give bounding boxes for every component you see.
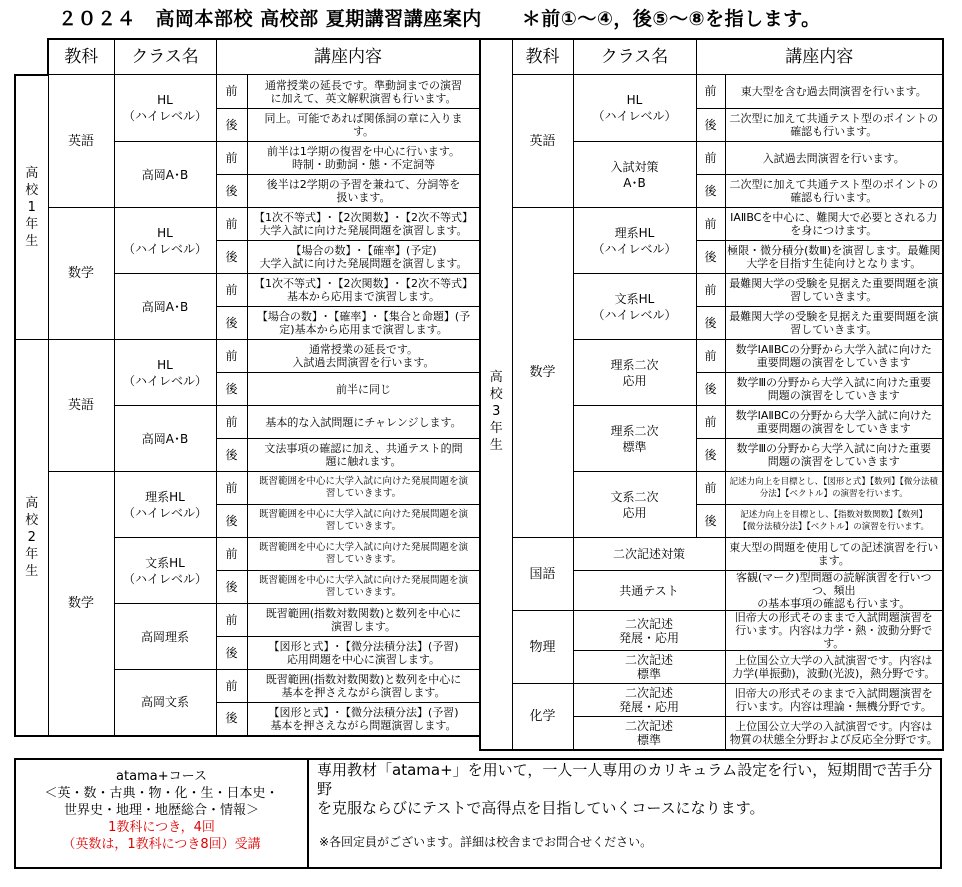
term-ato: 後 (216, 571, 247, 604)
term-mae: 前 (696, 406, 725, 439)
class-name: 高岡理系 (114, 604, 216, 670)
course-desc: 既習範囲を中心に大学入試に向けた発展問題を演 習していきます。 (247, 571, 480, 604)
course-desc: 【1次不等式】･【2次関数】･【2次不等式】 大学入試に向けた発展問題を演習します。 (247, 208, 480, 241)
term-ato: 後 (696, 241, 725, 274)
class-name: 二次記述対策 (573, 538, 725, 571)
term-ato: 後 (696, 505, 725, 538)
term-ato: 後 (696, 175, 725, 208)
term-ato: 後 (216, 703, 247, 736)
class-name: 二次記述 発展・応用 (573, 611, 725, 651)
class-name: 理系HL （ハイレベル） (114, 472, 216, 538)
course-desc: ⅠAⅡBCを中心に、難関大で必要とされる力 を身につけます。 (725, 208, 943, 241)
term-ato: 後 (216, 241, 247, 274)
header-content: 講座内容 (216, 39, 480, 75)
course-desc: 既習範囲を中心に大学入試に向けた発展問題を演 習していきます。 (247, 538, 480, 571)
course-desc: 通常授業の延長です。準動詞までの演習 に加えて、英文解釈演習も行います。 (247, 75, 480, 109)
course-desc: 文法事項の確認に加え、共通テスト的問 題に触れます。 (247, 439, 480, 472)
subject-japanese: 国語 (512, 538, 573, 611)
term-mae: 前 (696, 472, 725, 505)
term-ato: 後 (696, 439, 725, 472)
subject-english: 英語 (512, 75, 573, 208)
header-subject: 教科 (512, 39, 573, 75)
course-desc: 最難関大学の受験を見据えた重要問題を演 習していきます。 (725, 274, 943, 307)
subject-chemistry: 化学 (512, 684, 573, 750)
atama-course-detail (313, 760, 940, 867)
class-name: 文系HL （ハイレベル） (114, 538, 216, 604)
term-mae: 前 (696, 208, 725, 241)
subject-math: 数学 (512, 208, 573, 538)
class-name: 高岡A･B (114, 142, 216, 208)
term-mae: 前 (696, 142, 725, 175)
term-mae: 前 (216, 406, 247, 439)
term-ato: 後 (696, 307, 725, 340)
course-desc: 後半は2学期の予習を兼ねて、分詞等を 扱います。 (247, 175, 480, 208)
header-subject: 教科 (48, 39, 114, 75)
course-desc: 旧帝大の形式そのままで入試問題演習を 行います。内容は力学・熱・波動分野です。 (725, 611, 943, 651)
course-desc: 二次型に加えて共通テスト型のポイントの 確認も行います。 (725, 175, 943, 208)
course-desc: 【1次不等式】･【2次関数】･【2次不等式】 基本から応用まで演習します。 (247, 274, 480, 307)
class-name: HL （ハイレベル） (114, 75, 216, 142)
term-mae: 前 (216, 142, 247, 175)
class-name: 二次記述 発展・応用 (573, 684, 725, 717)
term-mae: 前 (696, 274, 725, 307)
term-mae: 前 (216, 274, 247, 307)
left-course-table (14, 38, 481, 737)
class-name: HL （ハイレベル） (114, 208, 216, 274)
course-desc: 【場合の数】･【確率】(予定) 大学入試に向けた発展問題を演習します。 (247, 241, 480, 274)
class-name: 高岡A･B (114, 406, 216, 472)
class-name: 二次記述 標準 (573, 717, 725, 750)
term-ato: 後 (216, 439, 247, 472)
course-desc: 既習範囲を中心に大学入試に向けた発展問題を演 習していきます。 (247, 505, 480, 538)
term-mae: 前 (216, 208, 247, 241)
subject-english: 英語 (48, 340, 114, 472)
course-desc: 前半に同じ (247, 373, 480, 406)
term-ato: 後 (216, 637, 247, 670)
class-name: 共通テスト (573, 571, 725, 611)
course-desc: 記述力向上を目標とし、【指数対数関数】【数列】 【微分法積分法】【ベクトル】の演習を行います。 (725, 505, 943, 538)
course-desc: 極限・微分積分(数Ⅲ)を演習します。最難関 大学を目指す生徒向けとなります。 (725, 241, 943, 274)
term-mae: 前 (216, 340, 247, 373)
course-desc: 記述力向上を目標とし、【図形と式】【数列】【微分法積 分法】【ベクトル】の演習を行います。 (725, 472, 943, 505)
header-class: クラス名 (573, 39, 696, 75)
subject-physics: 物理 (512, 611, 573, 684)
atama-course-name: atama+コース (116, 769, 207, 784)
term-mae: 前 (696, 340, 725, 373)
grade-label-2: 高校2年生 (15, 340, 48, 736)
subject-math: 数学 (48, 208, 114, 340)
term-ato: 後 (216, 307, 247, 340)
subject-math: 数学 (48, 472, 114, 736)
course-desc: 既習範囲(指数対数関数)と数列を中心に 演習します。 (247, 604, 480, 637)
course-desc: 東大型を含む過去問演習を行います。 (725, 75, 943, 109)
term-ato: 後 (216, 505, 247, 538)
course-desc: 基本的な入試問題にチャレンジします。 (247, 406, 480, 439)
atama-course-summary (16, 760, 309, 867)
term-ato: 後 (216, 109, 247, 142)
subject-english: 英語 (48, 75, 114, 208)
term-ato: 後 (216, 373, 247, 406)
class-name: HL （ハイレベル） (573, 75, 696, 142)
class-name: 入試対策 A･B (573, 142, 696, 208)
course-desc: 数学ⅠAⅡBCの分野から大学入試に向けた 重要問題の演習をしていきます (725, 406, 943, 439)
course-desc: 既習範囲(指数対数関数)と数列を中心に 基本を押さえながら演習します。 (247, 670, 480, 703)
class-name: 文系HL （ハイレベル） (573, 274, 696, 340)
course-desc: 最難関大学の受験を見据えた重要問題を演 習していきます。 (725, 307, 943, 340)
term-mae: 前 (216, 670, 247, 703)
course-desc: 通常授業の延長です。 入試過去問演習を行います。 (247, 340, 480, 373)
page-title: ２０２４ 高岡本部校 高校部 夏期講習講座案内 ＊前①～④，後⑤～⑧を指します。 (58, 8, 821, 30)
course-desc: 【図形と式】･【微分法積分法】(予習) 応用問題を中心に演習します。 (247, 637, 480, 670)
atama-course-box (14, 758, 942, 869)
class-name: 理系二次 標準 (573, 406, 696, 472)
course-desc: 数学Ⅲの分野から大学入試に向けた重要 問題の演習をしていきます (725, 373, 943, 406)
right-course-table (479, 38, 944, 751)
class-name: 理系HL （ハイレベル） (573, 208, 696, 274)
term-mae: 前 (216, 604, 247, 637)
course-desc: 同上。可能であれば関係詞の章に入りま す。 (247, 109, 480, 142)
atama-description: 専用教材「atama+」を用いて，一人一人専用のカリキュラム設定を行い，短期間で苦手分野 を克服ならびにテストで高得点を目指していくコースになります。 (317, 761, 933, 817)
atama-capacity-note: ※各回定員がございます。詳細は校舎までお問合せください。 (319, 835, 653, 849)
term-ato: 後 (216, 175, 247, 208)
class-name: 理系二次 応用 (573, 340, 696, 406)
course-desc: 既習範囲を中心に大学入試に向けた発展問題を演 習していきます。 (247, 472, 480, 505)
class-name: 二次記述 標準 (573, 651, 725, 684)
term-mae: 前 (216, 538, 247, 571)
class-name: HL （ハイレベル） (114, 340, 216, 406)
grade-label-3: 高校3年生 (480, 75, 512, 750)
class-name: 高岡文系 (114, 670, 216, 736)
header-class: クラス名 (114, 39, 216, 75)
course-desc: 上位国公立大学の入試演習です。内容は 力学(単振動)，波動(光波)，熱分野です。 (725, 651, 943, 684)
course-desc: 上位国公立大学の入試演習です。内容は 物質の状態全分野および反応全分野です。 (725, 717, 943, 750)
course-desc: 客観(マーク)型問題の読解演習を行いつつ、頻出 の基本事項の確認も行います。 (725, 571, 943, 611)
atama-subjects: ＜英・数・古典・物・化・生・日本史・ (44, 786, 279, 801)
course-desc: 数学Ⅲの分野から大学入試に向けた重要 問題の演習をしていきます (725, 439, 943, 472)
course-desc: 二次型に加えて共通テスト型のポイントの 確認も行います。 (725, 109, 943, 142)
course-desc: 入試過去問演習を行います。 (725, 142, 943, 175)
class-name: 高岡A･B (114, 274, 216, 340)
term-ato: 後 (696, 109, 725, 142)
course-desc: 前半は1学期の復習を中心に行います。 時制・助動詞・態・不定詞等 (247, 142, 480, 175)
course-desc: 【場合の数】･【確率】･【集合と命題】(予 定)基本から応用まで演習します。 (247, 307, 480, 340)
course-desc: 東大型の問題を使用しての記述演習を行います。 (725, 538, 943, 571)
course-desc: 【図形と式】･【微分法積分法】(予習) 基本を押さえながら問題演習します。 (247, 703, 480, 736)
course-desc: 旧帝大の形式そのままで入試問題演習を 行います。内容は理論・無機分野です。 (725, 684, 943, 717)
term-mae: 前 (696, 75, 725, 109)
atama-count-note: （英数は，1教科につき8回）受講 (62, 837, 261, 852)
term-mae: 前 (216, 472, 247, 505)
class-name: 文系二次 応用 (573, 472, 696, 538)
header-content: 講座内容 (696, 39, 943, 75)
course-desc: 数学ⅠAⅡBCの分野から大学入試に向けた 重要問題の演習をしていきます (725, 340, 943, 373)
term-ato: 後 (696, 373, 725, 406)
grade-label-1: 高校1年生 (15, 75, 48, 340)
term-mae: 前 (216, 75, 247, 109)
title-note: ＊前①～④，後⑤～⑧を指します。 (521, 8, 821, 30)
atama-count: 1教科につき，4回 (108, 820, 215, 835)
atama-subjects-cont: 世界史・地理・地歴総合・情報＞ (63, 803, 259, 818)
